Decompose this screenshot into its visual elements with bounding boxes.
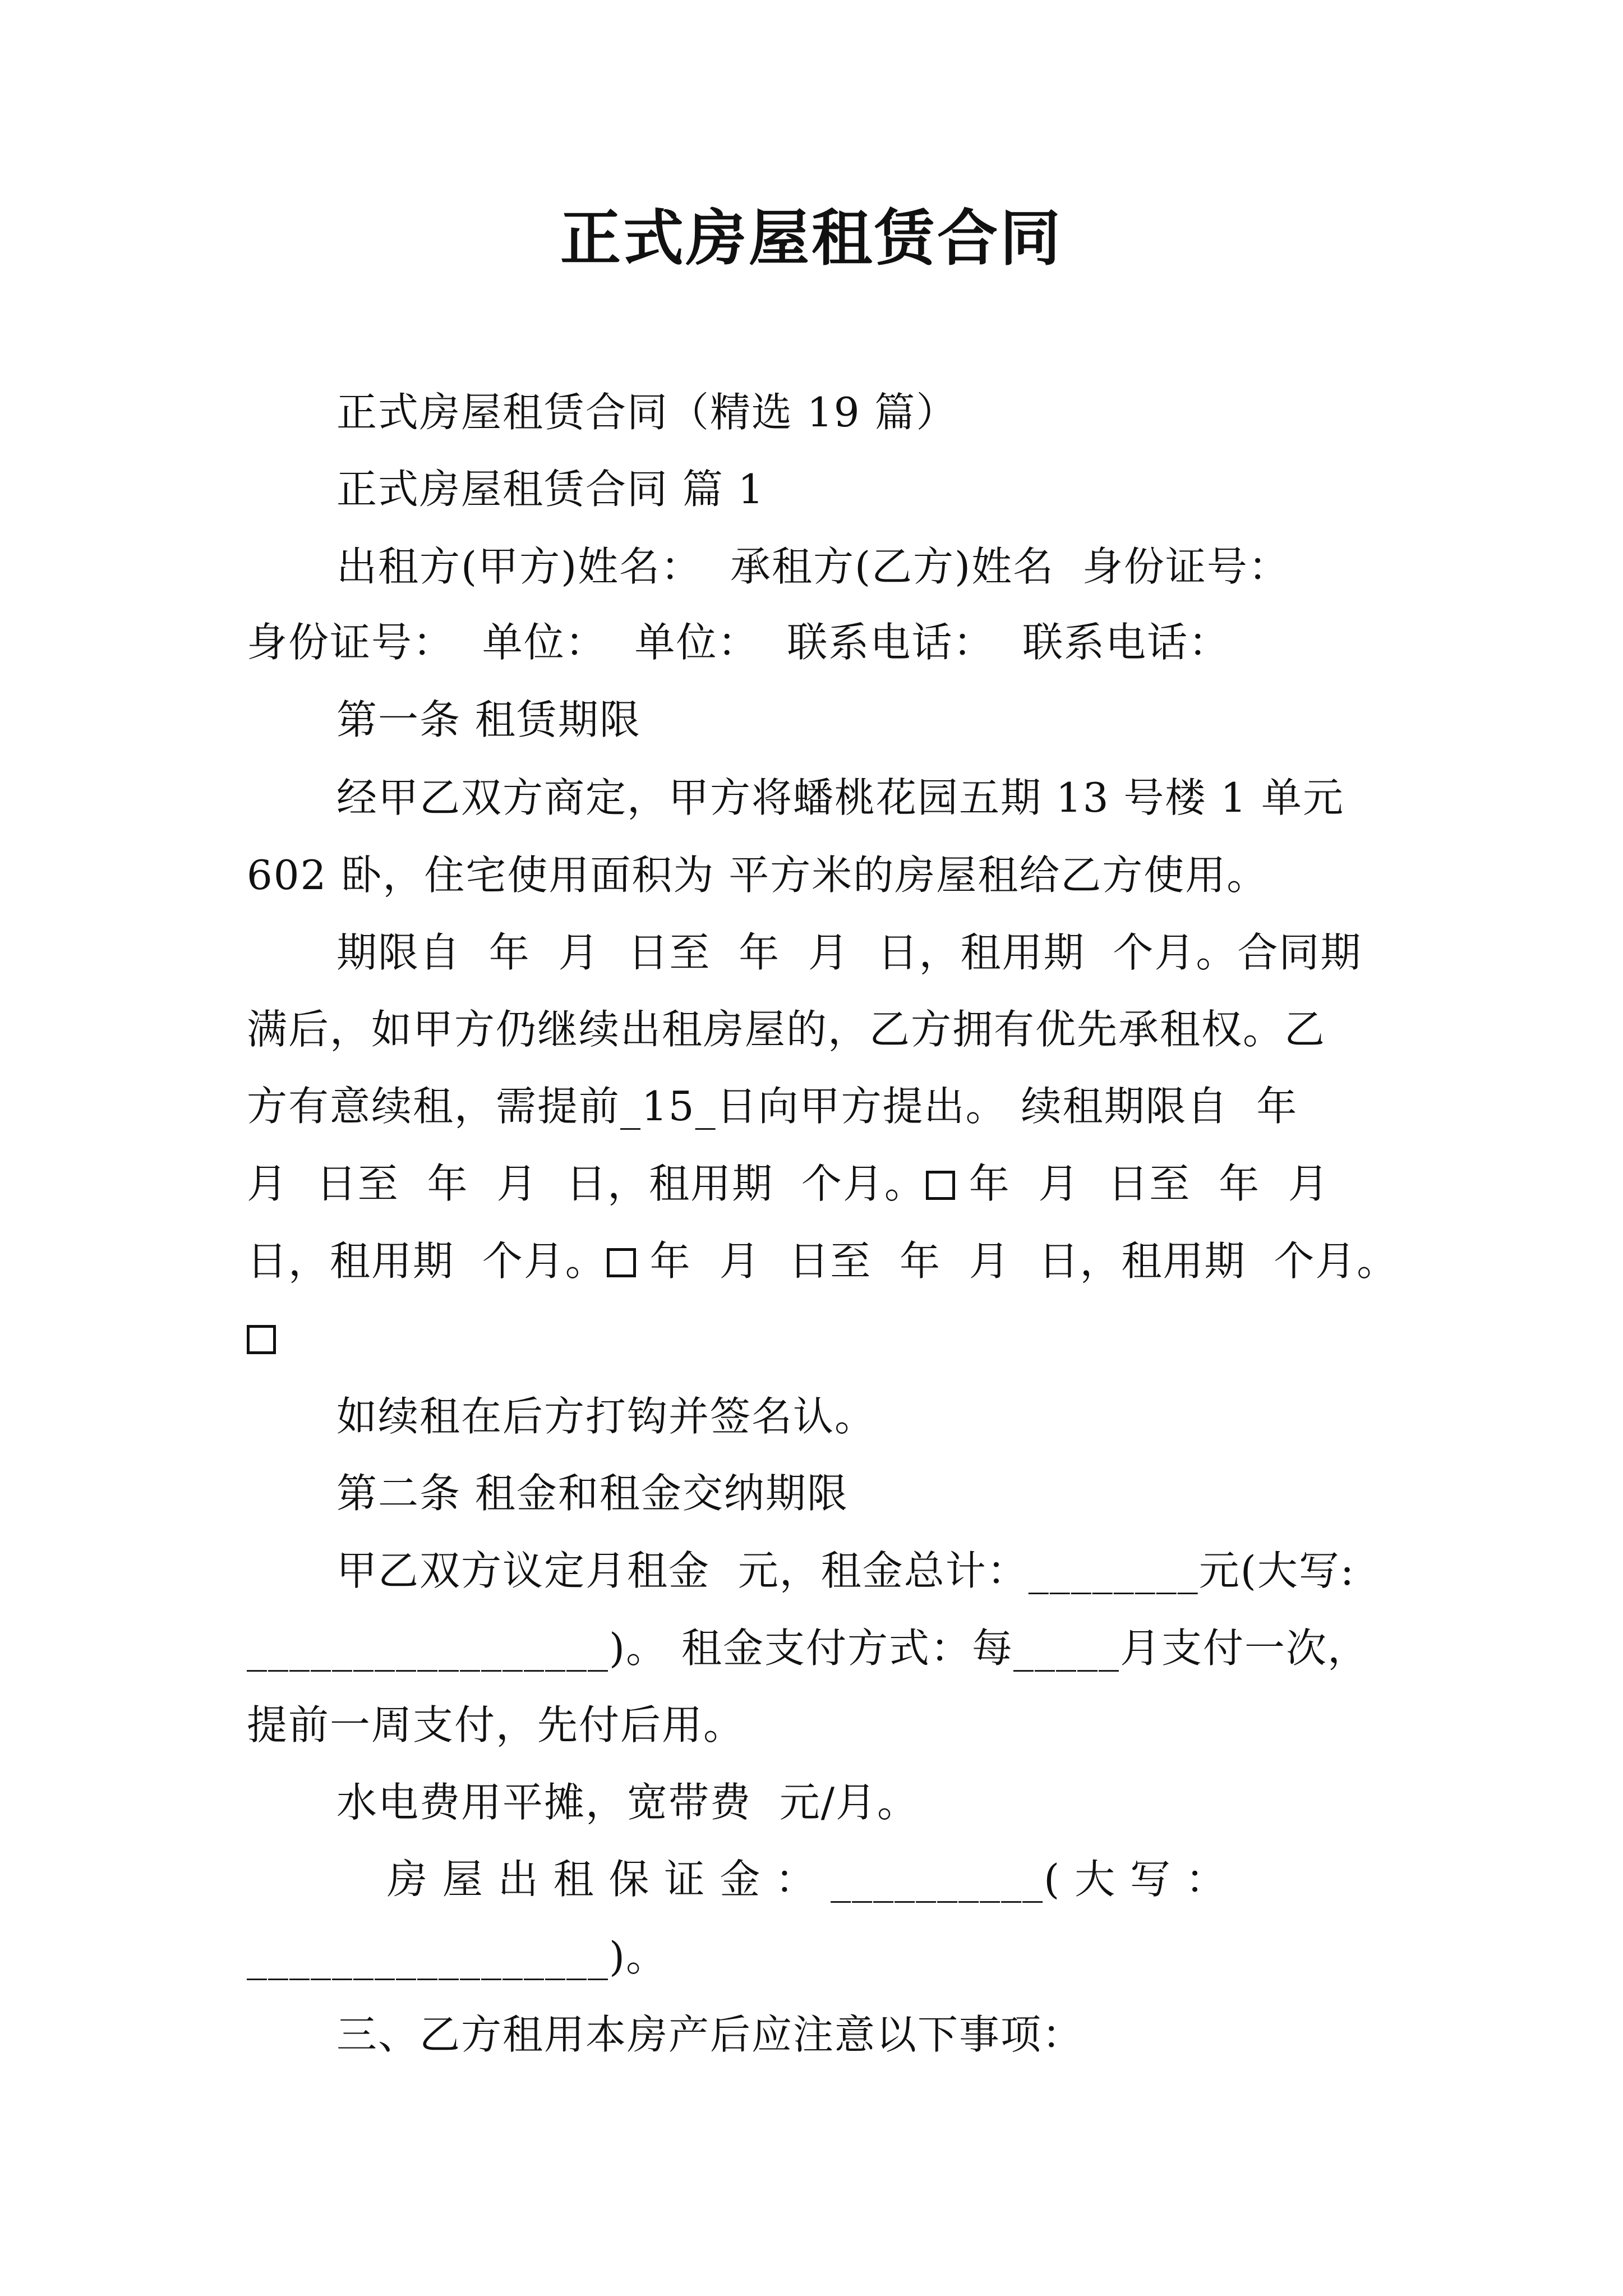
checkbox[interactable] — [926, 1171, 955, 1200]
paragraph-text: 年 月 日至 年 月 日，租用期 个月。 — [635, 1237, 1399, 1285]
paragraph-line: 经甲乙双方商定，甲方将蟠桃花园五期 13 号楼 1 单元 — [336, 774, 1344, 821]
paragraph-line: 602 卧，住宅使用面积为 平方米的房屋租给乙方使用。 — [247, 852, 1269, 899]
paragraph-text: 年 月 日至 年 月 — [955, 1160, 1330, 1207]
paragraph-text: 月 日至 年 月 日，租用期 个月。 — [247, 1160, 926, 1207]
party-info-line-2: 身份证号： 单位： 单位： 联系电话： 联系电话： — [247, 619, 1230, 666]
paragraph-line: 方有意续租，需提前_15_日向甲方提出。 续租期限自 年 — [247, 1083, 1298, 1130]
article-1-heading: 第一条 租赁期限 — [336, 696, 641, 743]
checkbox[interactable] — [247, 1325, 276, 1354]
renewal-line-2 — [247, 1233, 1398, 1289]
paragraph-line: 水电费用平摊，宽带费 元/月。 — [336, 1779, 919, 1826]
paragraph-line: 满后，如甲方仍继续出租房屋的，乙方拥有优先承租权。乙 — [247, 1006, 1326, 1053]
deposit-line: 房 屋 出 租 保 证 金 ： __________( 大 写 ： — [387, 1856, 1227, 1903]
paragraph-text: 日，租用期 个月。 — [247, 1237, 607, 1285]
party-info-line-1: 出租方(甲方)姓名： 承租方(乙方)姓名 身份证号： — [336, 543, 1290, 590]
article-2-heading: 第二条 租金和租金交纳期限 — [336, 1470, 849, 1517]
renewal-line-3 — [247, 1310, 276, 1366]
paragraph-line: 期限自 年 月 日至 年 月 日，租用期 个月。合同期 — [336, 929, 1362, 976]
paragraph-line: 提前一周支付，先付后用。 — [247, 1701, 745, 1749]
paragraph-line: _________________)。 — [247, 1933, 668, 1980]
document-title: 正式房屋租赁合同 — [560, 203, 1063, 274]
section-heading-1: 正式房屋租赁合同 篇 1 — [336, 466, 765, 513]
paragraph-line: 甲乙双方议定月租金 元，租金总计：________元(大写: — [336, 1547, 1355, 1594]
paragraph-line: 如续租在后方打钩并签名认。 — [336, 1393, 877, 1440]
paragraph-line: _________________)。 租金支付方式：每_____月支付一次， — [247, 1625, 1369, 1672]
article-3-heading: 三、乙方租用本房产后应注意以下事项： — [336, 2011, 1084, 2058]
subtitle-line: 正式房屋租赁合同（精选 19 篇） — [336, 389, 958, 436]
checkbox[interactable] — [607, 1248, 636, 1277]
renewal-line-1 — [247, 1156, 1330, 1212]
